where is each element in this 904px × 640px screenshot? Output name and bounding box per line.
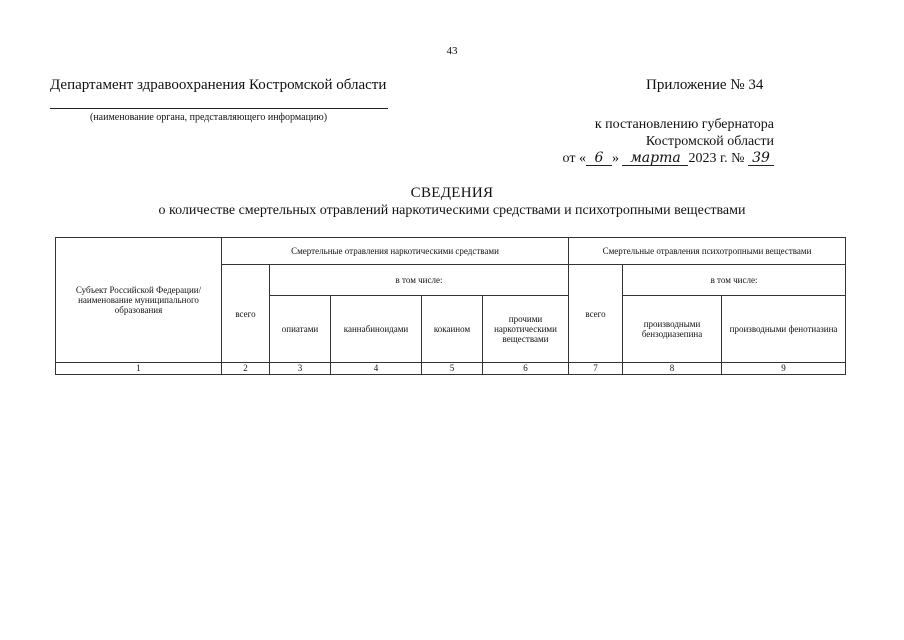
narcotic-including-header: в том числе:: [270, 265, 569, 296]
opiates-header: опиатами: [270, 296, 331, 363]
decree-date-mid: »: [611, 151, 619, 166]
subject-header: Субъект Российской Федерации/ наименование муниципального образования: [56, 238, 222, 363]
column-number: 3: [270, 363, 331, 375]
document-subtitle: о количестве смертельных отравлений наркотическими средствами и психотропными веществами: [158, 203, 746, 218]
decree-reference-line2: Костромской области: [645, 134, 774, 149]
column-number: 8: [623, 363, 722, 375]
table-header-row: [56, 238, 846, 265]
psychotropic-group-header: Смертельные отравления психотропными веществами: [569, 238, 846, 265]
organization-name: Департамент здравоохранения Костромской области: [50, 77, 387, 93]
column-number: 9: [722, 363, 846, 375]
psychotropic-including-header: в том числе:: [623, 265, 846, 296]
decree-reference-line1: к постановлению губернатора: [594, 117, 774, 132]
report-table: [55, 237, 846, 375]
organization-underline: [50, 108, 388, 109]
column-number: 6: [483, 363, 569, 375]
decree-day-handwritten: 6: [586, 152, 612, 166]
cocaine-header: кокаином: [422, 296, 483, 363]
page-number: 43: [446, 45, 458, 57]
column-number: 2: [222, 363, 270, 375]
appendix-title: Приложение № 34: [646, 77, 764, 93]
narcotic-total-header: всего: [222, 265, 270, 363]
organization-caption: (наименование органа, представляющего информацию): [90, 112, 328, 123]
document-title: СВЕДЕНИЯ: [410, 185, 494, 201]
decree-month-handwritten: марта: [622, 152, 688, 166]
benzodiazepine-header: производными бензодиазепина: [623, 296, 722, 363]
cannabinoids-header: каннабиноидами: [331, 296, 422, 363]
phenothiazine-header: производными фенотиазина: [722, 296, 846, 363]
decree-date-prefix: от «: [562, 151, 586, 166]
decree-number-handwritten: 39: [748, 152, 774, 166]
psychotropic-total-header: всего: [569, 265, 623, 363]
column-number-row: [56, 363, 846, 375]
column-number: 7: [569, 363, 623, 375]
column-number: 1: [56, 363, 222, 375]
decree-year-text: 2023 г. №: [688, 151, 745, 166]
column-number: 5: [422, 363, 483, 375]
other-narcotics-header: прочими наркотическими веществами: [483, 296, 569, 363]
narcotic-group-header: Смертельные отравления наркотическими средствами: [222, 238, 569, 265]
column-number: 4: [331, 363, 422, 375]
decree-date-line: [563, 151, 774, 167]
